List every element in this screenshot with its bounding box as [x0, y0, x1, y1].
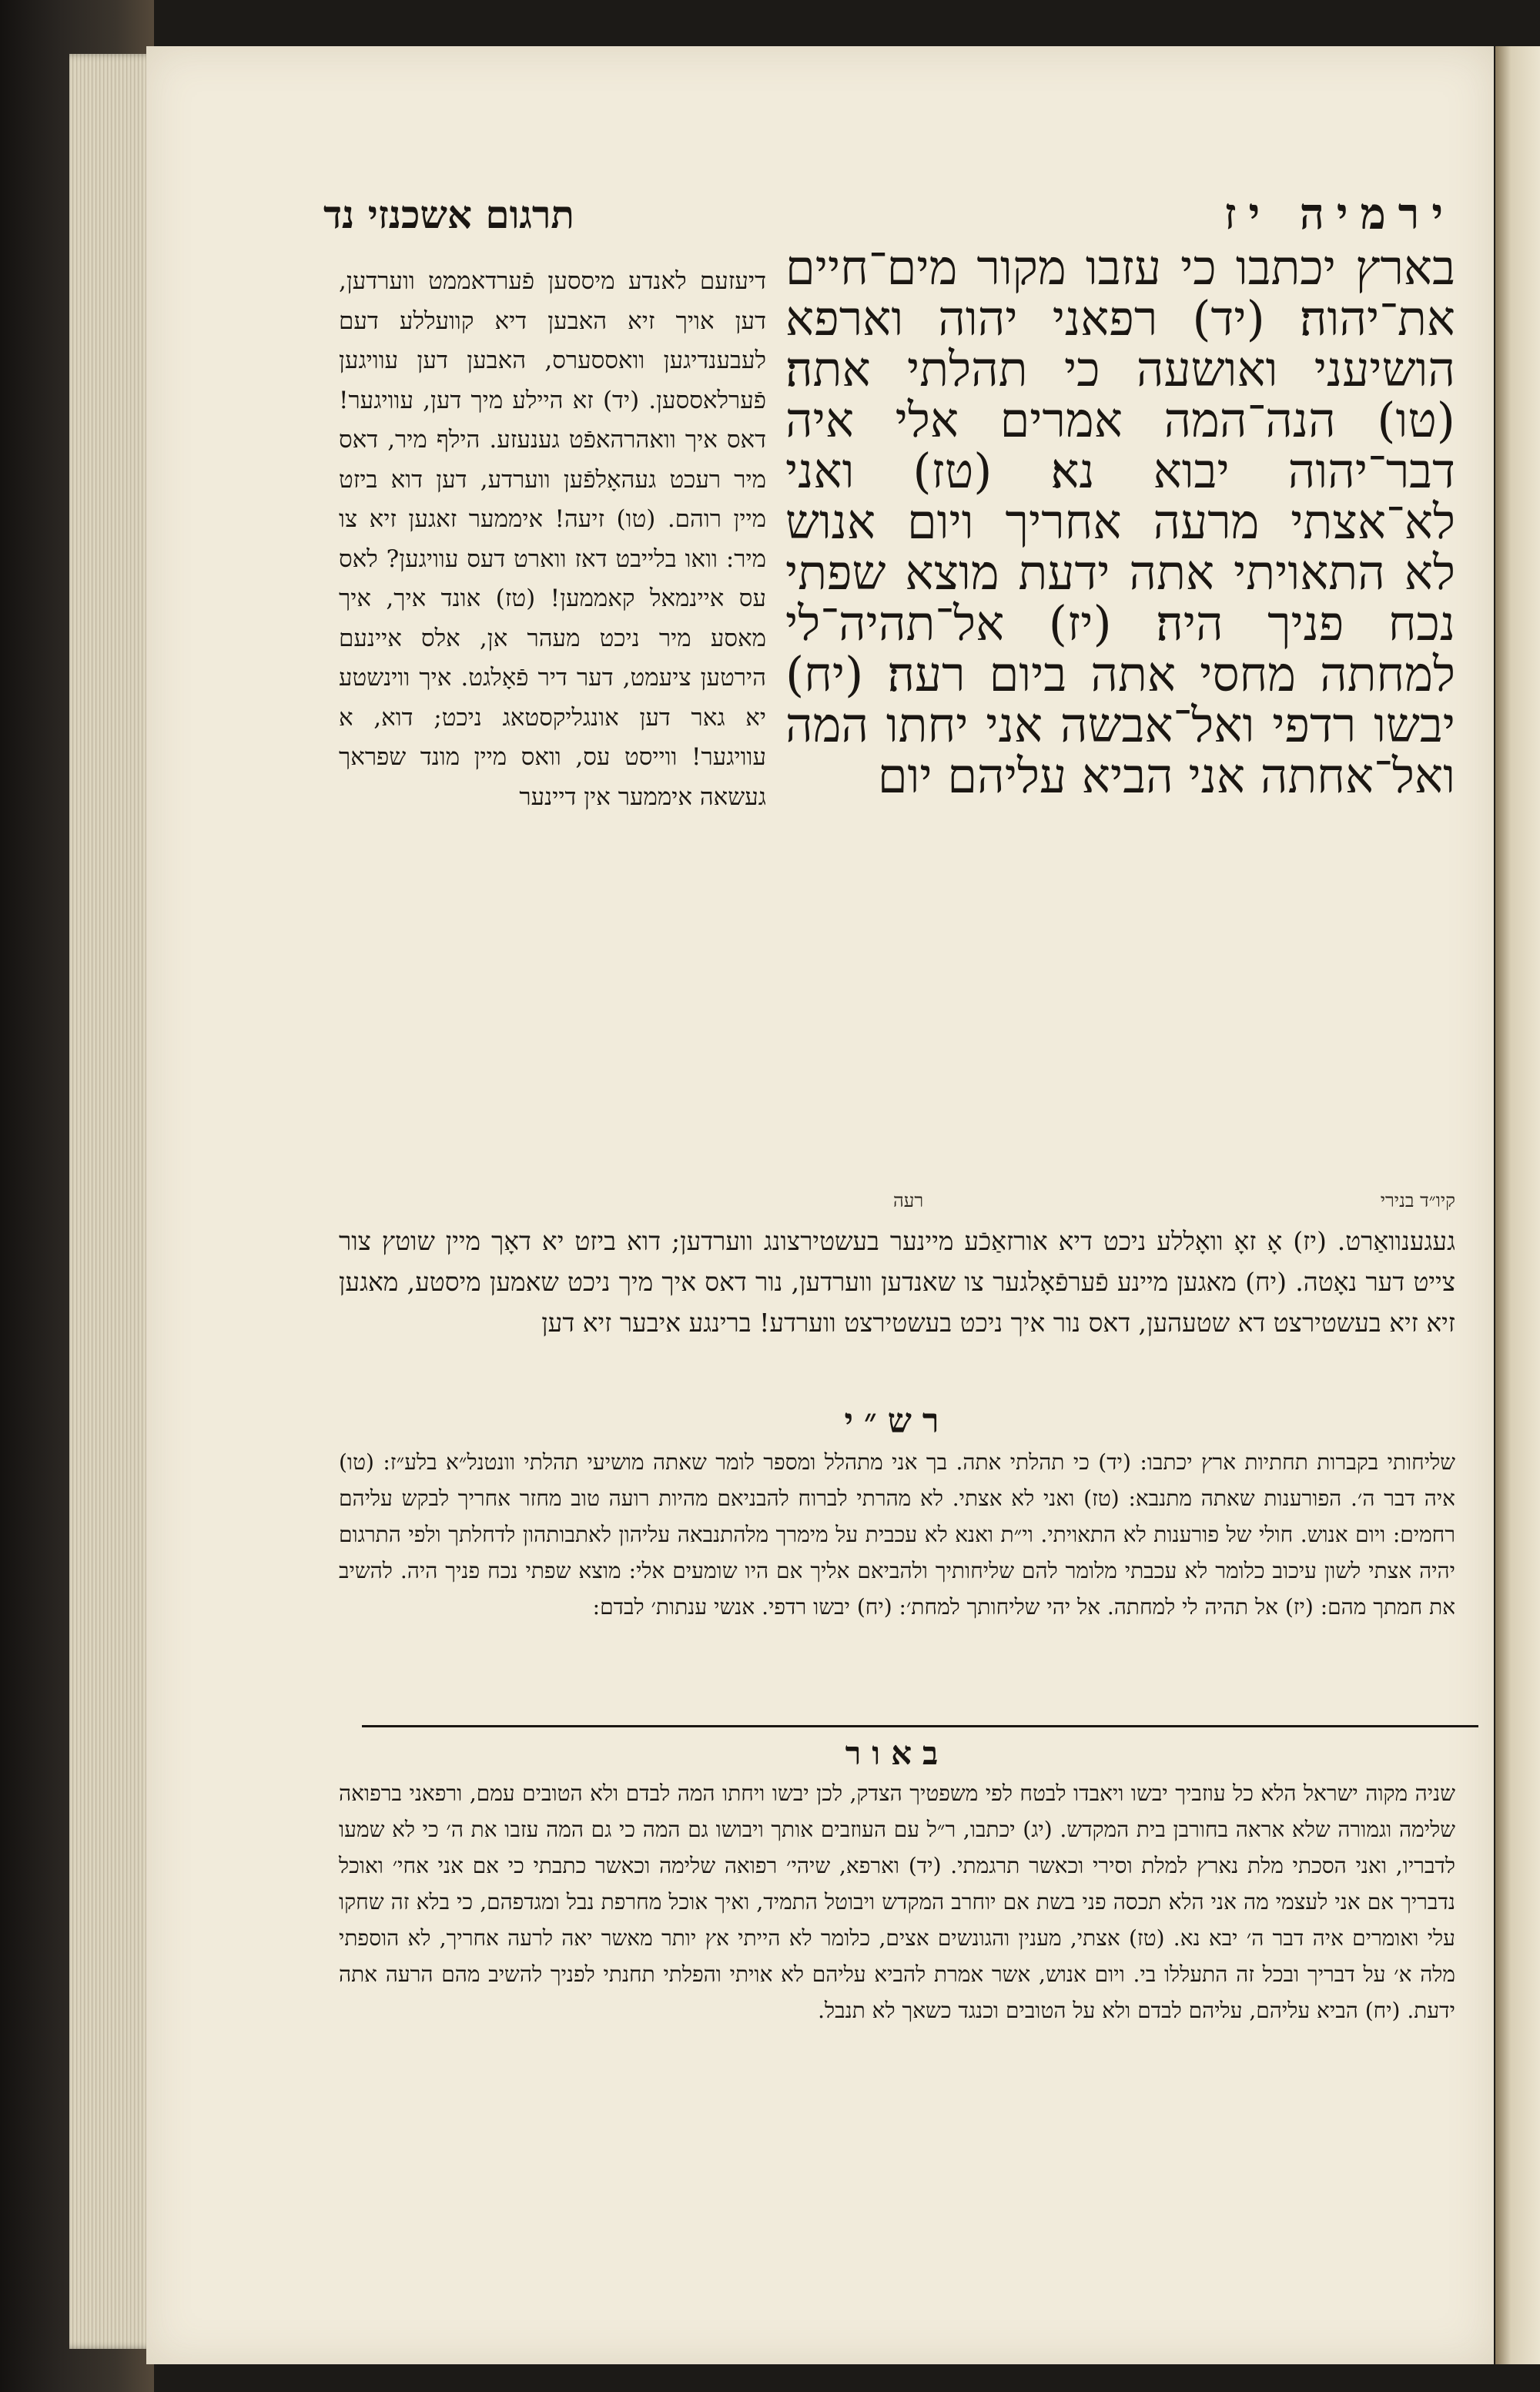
- translation-continuation: געגענוואַרט. (יז) אָ זאָ וואָללע ניכט דיא אורזאַכֿע מיינער בעשטירצונג ווערדען; דוא ביזט יא דאָך מיין שוטץ צור צייט דער נאָטה. (יח) מאגען מיינע פֿערפֿאָלגער צו שאנדען ווערדען, נור דאס איך מיך ניכט שאמען מיסטע, מאגען זיא זיא בעשטירצט דא שטעהען, דאס נור איך ניכט בעשטירצט ווערדע! ברינגע איבער זיא דען: [339, 1226, 1455, 1338]
- rashi-heading: רש״י: [844, 1402, 950, 1441]
- biur-heading: באור: [845, 1734, 949, 1772]
- keri-word: רעה: [893, 1190, 924, 1211]
- chapter-heading: ירמיה יז: [1224, 189, 1455, 240]
- section-divider: [362, 1725, 1478, 1727]
- rashi-commentary: שליחותי בקברות תחתיות ארץ יכתבו: (יד) כי תהלתי אתה. בך אני מתהלל ומספר לומר שאתה מושיעי תהלתי וונטנל״א בלע״ז: (טו) איה דבר ה׳. הפורענות שאתה מתנבא: (טז) ואני לא אצתי. לא מהרתי לברוח להבניאם מהיות רועה טוב מחזר אחריך לבקש עליהם רחמים: ויום אנוש. חולי של פורענות לא התאויתי. וי״ת ואנא לא עכבית על מימרך מלהתנבאה עליהון לאתבותהון לדחלתך ולפי התרגום יהיה אצתי לשון עיכוב כלומר לא עכבתי מלומר להם שליחותיך ולהביאם אליך אם היו שומעים אלי: מוצא שפתי נכח פניך היה. להשיב את חמתך מהם: (יז) אל תהיה לי למחתה. אל יהי שליחותך למחת׳: (יח) יבשו רדפי. אנשי ענתות׳ לבדם:: [339, 1449, 1455, 1620]
- page-header: [323, 189, 1455, 243]
- biur-commentary: שניה מקוה ישראל הלא כל עוזביך יבשו ויאבדו לבטח לפי משפטיך הצדק, לכן יבשו ויחתו המה לבדם ולא הטובים עמם, ורפאני ברפואה שלימה וגמורה שלא אראה בחורבן בית המקדש. (יג) יכתבו, ר״ל עם העוזבים אותך ויבושו גם המה כי גם המה עזבו את ה׳ כי לא שמעו לדבריו, ואני הסכתי מלת נארץ למלת וסירי וכאשר תרגמתי. (יד) וארפא, שיהי׳ רפואה שלימה וכאשר כתבתי כי אם אני אחי׳ ואוכל נדבריך אם אני לעצמי מה אני הלא תכסה פני בשת אם יוחרב המקדש ויבוטל התמיד, ואיך אוכל מחרפת נבל ומגדפהם, כי בלא זה שחקו עלי ואומרים איה דבר ה׳ יבא נא. (טז) אצתי, מענין והגונשים אצים, כלומר לא הייתי אץ יותר מאשר יאה לרעה אחריך, לא הוספתי מלה א׳ על דבריך ובכל זה התעללו בי. ויום אנוש, אשר אמרת להביא עליהם לא אויתי והפלתי תחנתי לפניך להשיב מהם הרעה אתה ידעת. (יח) הביא עליהם, עליהם לבדם ולא על הטובים וכנגד כשאך לא תנבל.: [339, 1781, 1455, 2023]
- biblical-text: בארץ יכתבו כי עזבו מקור מים־חיים את־יהוה׃ (יד) רפאני יהוה וארפא הושיעני ואושעה כי תהלתי אתה׃ (טו) הנה־המה אמרים אלי איה דבר־יהוה יבוא נא׃ (טז) ואני לא־אצתי מרעה אחריך ויום אנוש לא התאויתי אתה ידעת מוצא שפתי נכח פניך היה׃ (יז) אל־תהיה־לי למחתה מחסי אתה ביום רעה׃ (יח) יבשו רדפי ואל־אבשה אני יחתו המה ואל־אחתה אני הביא עליהם יום: [785, 240, 1455, 804]
- translation-heading: תרגום אשכנזי נד: [323, 192, 574, 237]
- book-gutter: [1495, 46, 1540, 2364]
- keri-note: קיו״ד בנירי: [1380, 1190, 1455, 1211]
- german-translation-column: דיעזעם לאנדע מיססען פֿערדאממט ווערדען, דען אויך זיא האבען דיא קוועללע דעם לעבענדיגען וואססערס, האבען דען עוויגען פֿערלאססען. (יד) זא היילע מיך דען, עוויגער! דאס איך וואהרהאפֿט גענעזע. הילף מיר, דאס מיר רעכט געהאָלפֿען ווערדע, דען דוא ביזט מיין רוהם. (טו) זיעה! איממער זאגען זיא צו מיר: וואו בלייבט דאז ווארט דעס עוויגען? לאס עס איינמאל קאממען! (טז) אונד איך, איך מאסע מיר ניכט מעהר אן, אלס איינעם הירטען ציעמט, דער דיר פֿאָלגט. איך ווינשטע יא גאר דען אונגליקסטאג ניכט; דוא, א עוויגער! ווייסט עס, וואס מיין מונד שפראך געשאה איממער אין דיינער: [339, 267, 766, 811]
